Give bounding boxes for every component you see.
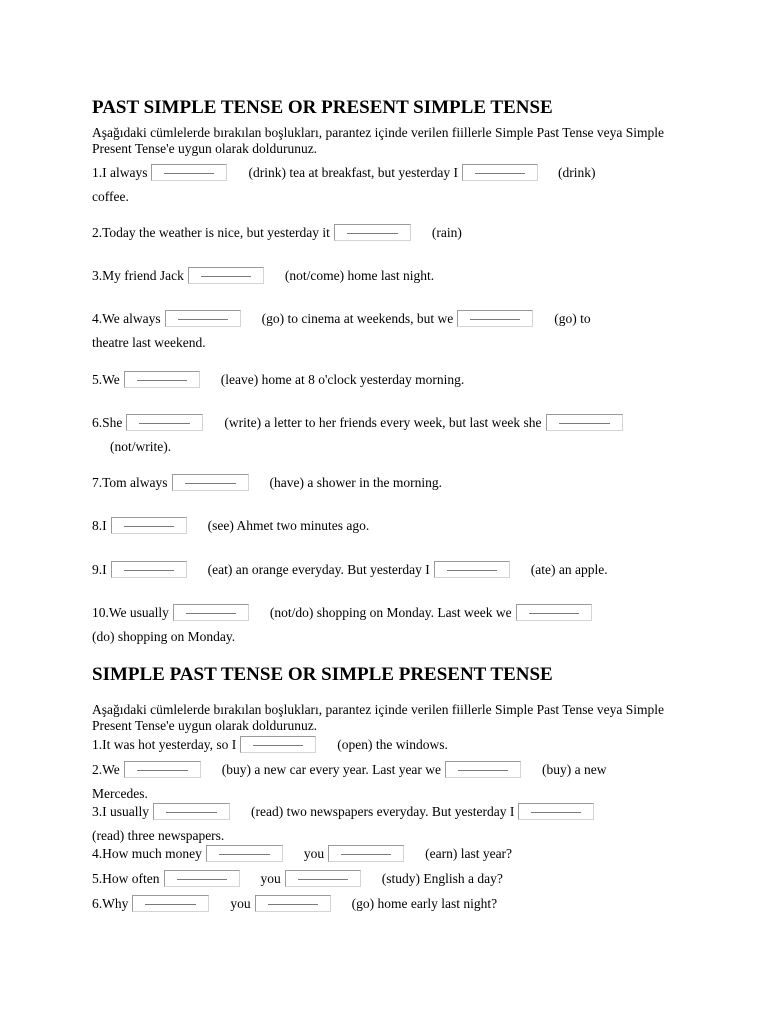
s1-question-3: 3.My friend Jack (not/come) home last night. bbox=[92, 268, 435, 283]
s1-question-4: 4.We always (go) to cinema at weekends, but we (go) to bbox=[92, 311, 591, 326]
section2-title: SIMPLE PAST TENSE OR SIMPLE PRESENT TENSE bbox=[92, 664, 553, 685]
s1-question-2: 2.Today the weather is nice, but yesterday it (rain) bbox=[92, 225, 462, 240]
s1-question-1-cont: coffee. bbox=[92, 189, 129, 204]
answer-field[interactable] bbox=[172, 474, 249, 491]
answer-field[interactable] bbox=[151, 164, 227, 181]
section1-instructions: Aşağıdaki cümlelerde bırakılan boşlukları, parantez içinde verilen fiillerle Simple Past Tense veya Simple Present Tense'e uygun olarak doldurunuz. bbox=[92, 125, 665, 156]
answer-field[interactable] bbox=[206, 845, 283, 862]
answer-field[interactable] bbox=[165, 310, 241, 327]
answer-field[interactable] bbox=[132, 895, 209, 912]
s1-question-5: 5.We (leave) home at 8 o'clock yesterday morning. bbox=[92, 372, 465, 387]
answer-field[interactable] bbox=[434, 561, 510, 578]
answer-field[interactable] bbox=[546, 414, 623, 431]
s2-question-2: 2.We (buy) a new car every year. Last year we (buy) a new bbox=[92, 762, 607, 777]
answer-field[interactable] bbox=[518, 803, 594, 820]
answer-field[interactable] bbox=[516, 604, 592, 621]
answer-field[interactable] bbox=[124, 371, 200, 388]
s1-question-6-cont: (not/write). bbox=[110, 439, 172, 454]
s1-question-10: 10.We usually (not/do) shopping on Monday. Last week we bbox=[92, 604, 592, 621]
s2-question-6: 6.Why you (go) home early last night? bbox=[92, 896, 498, 911]
answer-field[interactable] bbox=[111, 561, 187, 578]
answer-field[interactable] bbox=[126, 414, 203, 431]
s2-question-5: 5.How often you (study) English a day? bbox=[92, 871, 503, 886]
section1-title: PAST SIMPLE TENSE OR PRESENT SIMPLE TENSE bbox=[92, 97, 553, 118]
s1-question-1: 1.I always (drink) tea at breakfast, but yesterday I (drink) bbox=[92, 165, 596, 180]
answer-field[interactable] bbox=[124, 761, 201, 778]
s2-question-2-cont: Mercedes. bbox=[92, 786, 148, 801]
s2-question-3-cont: (read) three newspapers. bbox=[92, 828, 225, 843]
answer-field[interactable] bbox=[328, 845, 404, 862]
answer-field[interactable] bbox=[153, 803, 230, 820]
answer-field[interactable] bbox=[462, 164, 538, 181]
answer-field[interactable] bbox=[285, 870, 361, 887]
s1-question-6: 6.She (write) a letter to her friends every week, but last week she bbox=[92, 414, 623, 431]
answer-field[interactable] bbox=[445, 761, 521, 778]
s2-question-3: 3.I usually (read) two newspapers everyday. But yesterday I bbox=[92, 803, 594, 820]
answer-field[interactable] bbox=[457, 310, 533, 327]
answer-field[interactable] bbox=[240, 736, 316, 753]
s1-question-9: 9.I (eat) an orange everyday. But yesterday I (ate) an apple. bbox=[92, 562, 608, 577]
answer-field[interactable] bbox=[173, 604, 249, 621]
s2-question-4: 4.How much money you (earn) last year? bbox=[92, 846, 513, 861]
s1-question-10-cont: (do) shopping on Monday. bbox=[92, 629, 236, 644]
s1-question-8: 8.I (see) Ahmet two minutes ago. bbox=[92, 518, 370, 533]
s2-question-1: 1.It was hot yesterday, so I (open) the windows. bbox=[92, 737, 448, 752]
answer-field[interactable] bbox=[334, 224, 411, 241]
section2-instructions: Aşağıdaki cümlelerde bırakılan boşlukları, parantez içinde verilen fiillerle Simple Past Tense veya Simple Present Tense'e uygun olarak doldurunuz. bbox=[92, 702, 665, 733]
answer-field[interactable] bbox=[111, 517, 187, 534]
s1-question-4-cont: theatre last weekend. bbox=[92, 335, 206, 350]
answer-field[interactable] bbox=[188, 267, 264, 284]
answer-field[interactable] bbox=[255, 895, 331, 912]
answer-field[interactable] bbox=[164, 870, 240, 887]
s1-question-7: 7.Tom always (have) a shower in the morning. bbox=[92, 475, 442, 490]
